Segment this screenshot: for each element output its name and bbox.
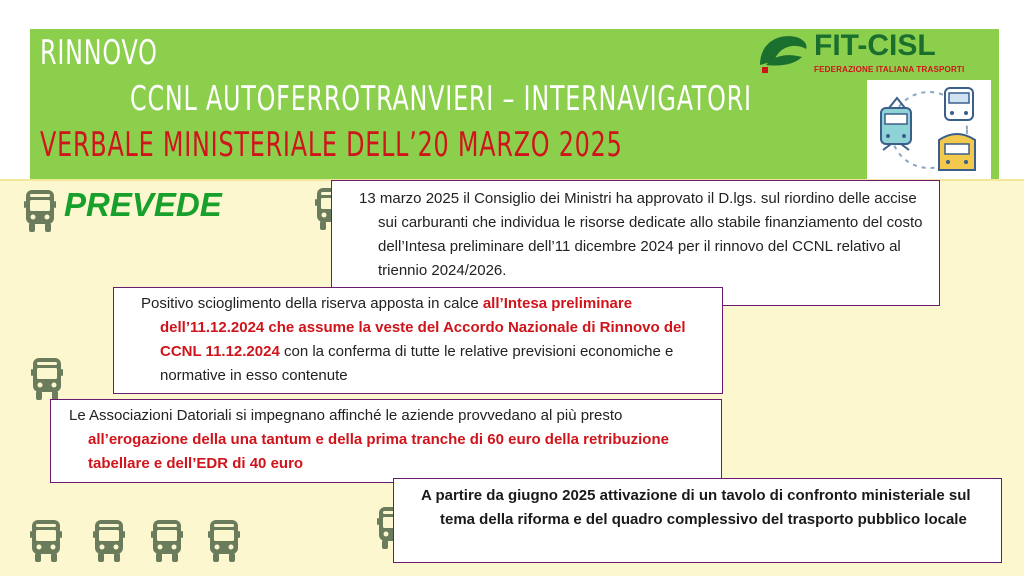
agreement-paragraph [141, 292, 712, 388]
bus-icon [93, 519, 125, 563]
title-line-2: CCNL AUTOFERROTRANVIERI – INTERNAVIGATORI [130, 79, 752, 119]
payments-paragraph [69, 404, 711, 476]
title-line-3: VERBALE MINISTERIALE DELL’20 MARZO 2025 [40, 125, 623, 165]
bus-icon [151, 519, 183, 563]
bus-icon [24, 189, 56, 233]
bus-icon [208, 519, 240, 563]
transport-icons [867, 80, 991, 179]
payments-text-pre: Le Associazioni Datoriali si impegnano affinché le aziende provvedano al più presto [69, 407, 623, 424]
header-banner [30, 29, 999, 179]
ministerial-table-text: A partire da giugno 2025 attivazione di un tavolo di confronto ministeriale sul tema della riforma e del quadro complessivo del trasporto pubblico locale [421, 487, 971, 528]
info-box-payments [50, 399, 722, 483]
agreement-highlight: all’Intesa preliminare dell’11.12.2024 che assume la veste del Accordo Nazionale di Rinnovo del CCNL 11.12.2024 [160, 295, 686, 360]
agreement-text-post: con la conferma di tutte le relative previsioni economiche e normative in esso contenute [160, 343, 674, 384]
logo-subtitle: FEDERAZIONE ITALIANA TRASPORTI [814, 65, 965, 74]
bus-icon [31, 357, 63, 401]
agreement-text-pre: Positivo scioglimento della riserva apposta in calce [141, 295, 483, 312]
decree-text: 13 marzo 2025 il Consiglio dei Ministri ha approvato il D.lgs. sul riordino delle accise sui carburanti che individua le risorse dedicate allo stabile finanziamento del costo dell’Intesa preliminare dell’11 dicembre 2024 per il rinnovo del CCNL relativo al triennio 2024/2026. [359, 190, 923, 279]
bus-icon [30, 519, 62, 563]
title-line-1: RINNOVO [40, 33, 158, 73]
transport-illustration [867, 80, 991, 179]
prevede-heading: PREVEDE [64, 186, 222, 223]
fit-cisl-logo-icon [756, 31, 808, 75]
info-box-agreement [113, 287, 723, 394]
payments-highlight: all’erogazione della una tantum e della prima tranche di 60 euro della retribuzione tabellare e dell’EDR di 40 euro [88, 431, 669, 472]
logo-name: FIT-CISL [814, 29, 936, 62]
info-box-ministerial-table [393, 478, 1002, 563]
fit-cisl-logo [756, 29, 988, 79]
